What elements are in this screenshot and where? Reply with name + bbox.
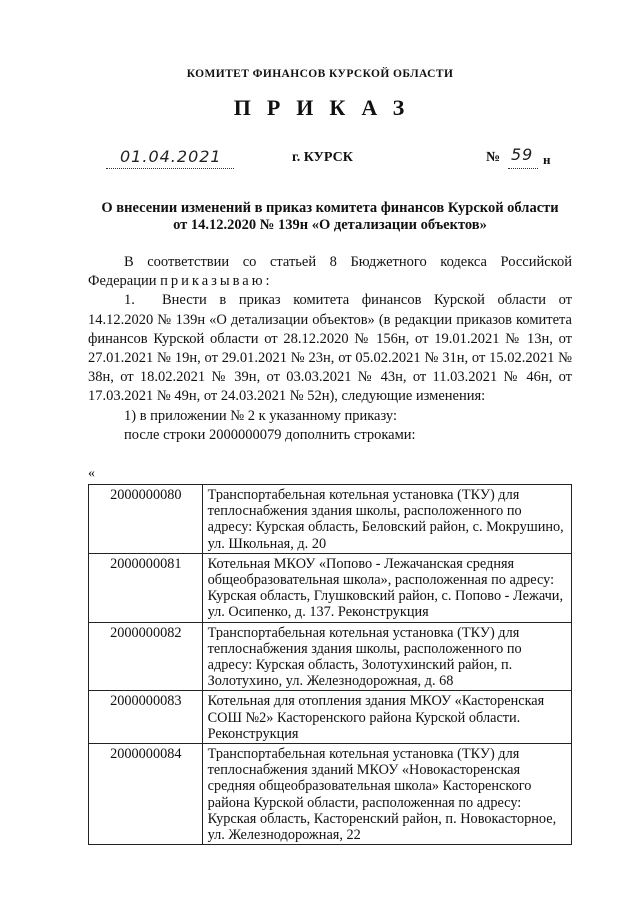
objects-table xyxy=(88,484,572,845)
row-description: Котельная МКОУ «Попово - Лежачанская средняя общеобразовательная школа», расположенная по адресу: Курская область, Глушковский район, с. Попово - Лежачи, ул. Осипенко, д. 137. Реконструкция xyxy=(202,553,571,622)
handwritten-date: 01.04.2021 xyxy=(120,147,222,166)
city-name: г. КУРСК xyxy=(292,150,353,165)
table-row xyxy=(89,622,572,691)
order-number-label: № xyxy=(486,150,501,165)
row-description: Котельная для отопления здания МКОУ «Касторенская СОШ №2» Касторенского района Курской области. Реконструкция xyxy=(202,691,571,744)
order-body xyxy=(88,253,572,445)
item-1-paragraph xyxy=(88,291,572,406)
table-row xyxy=(89,744,572,845)
table-row xyxy=(89,553,572,622)
row-code: 2000000084 xyxy=(89,744,203,845)
row-code: 2000000082 xyxy=(89,622,203,691)
row-description: Транспортабельная котельная установка (ТКУ) для теплоснабжения здания школы, расположенного по адресу: Курская область, Беловский район, с. Мокрушино, ул. Школьная, д. 20 xyxy=(202,485,571,554)
item-1-text: Внести в приказ комитета финансов Курской области от 14.12.2020 № 139н «О детализации объектов» (в редакции приказов комитета финансов Курской области от 28.12.2020 № 156н, от 19.01.2021 № 13н, от 27.01.2021 № 19н, от 29.01.2021 № 23н, от 05.02.2021 № 31н, от 15.02.2021 № 38н, от 18.02.2021 № 39н, от 03.03.2021 № 43н, от 11.03.2021 № 46н, от 17.03.2021 № 49н, от 24.03.2021 № 52н), следующие изменения: xyxy=(88,292,572,405)
opening-quote: « xyxy=(88,466,95,481)
handwritten-order-number: 59 xyxy=(511,145,534,164)
subitem-2: после строки 2000000079 дополнить строками: xyxy=(124,426,416,443)
document-title: ПРИКАЗ xyxy=(233,95,421,120)
subitem-1: 1) в приложении № 2 к указанному приказу: xyxy=(124,407,398,424)
row-description: Транспортабельная котельная установка (ТКУ) для теплоснабжения здания школы, расположенного по адресу: Курская область, Золотухинский район, п. Золотухино, ул. Железнодорожная, д. 68 xyxy=(202,622,571,691)
table-row xyxy=(89,691,572,744)
intro-text: В соответствии со статьей 8 Бюджетного кодекса Российской Федерации xyxy=(88,254,572,290)
order-number-suffix: н xyxy=(543,152,551,167)
date-underline xyxy=(106,168,234,169)
intro-paragraph xyxy=(88,253,572,291)
intro-directive: приказываю: xyxy=(160,273,273,290)
subject-line-1: О внесении изменений в приказ комитета финансов Курской области xyxy=(101,200,559,216)
row-description: Транспортабельная котельная установка (ТКУ) для теплоснабжения зданий МКОУ «Новокасторенская средняя общеобразовательная школа» Касторенского района Курской области, расположенная по адресу: Курская область, Касторенский район, п. Новокасторное, ул. Железнодорожная, 22 xyxy=(202,744,571,845)
number-underline xyxy=(508,168,538,169)
order-subject xyxy=(68,200,592,234)
table-row xyxy=(89,485,572,554)
item-1-number: 1. xyxy=(124,292,135,309)
row-code: 2000000083 xyxy=(89,691,203,744)
subject-line-2: от 14.12.2020 № 139н «О детализации объектов» xyxy=(173,217,487,233)
committee-name: КОМИТЕТ ФИНАНСОВ КУРСКОЙ ОБЛАСТИ xyxy=(186,68,454,80)
row-code: 2000000081 xyxy=(89,553,203,622)
row-code: 2000000080 xyxy=(89,485,203,554)
